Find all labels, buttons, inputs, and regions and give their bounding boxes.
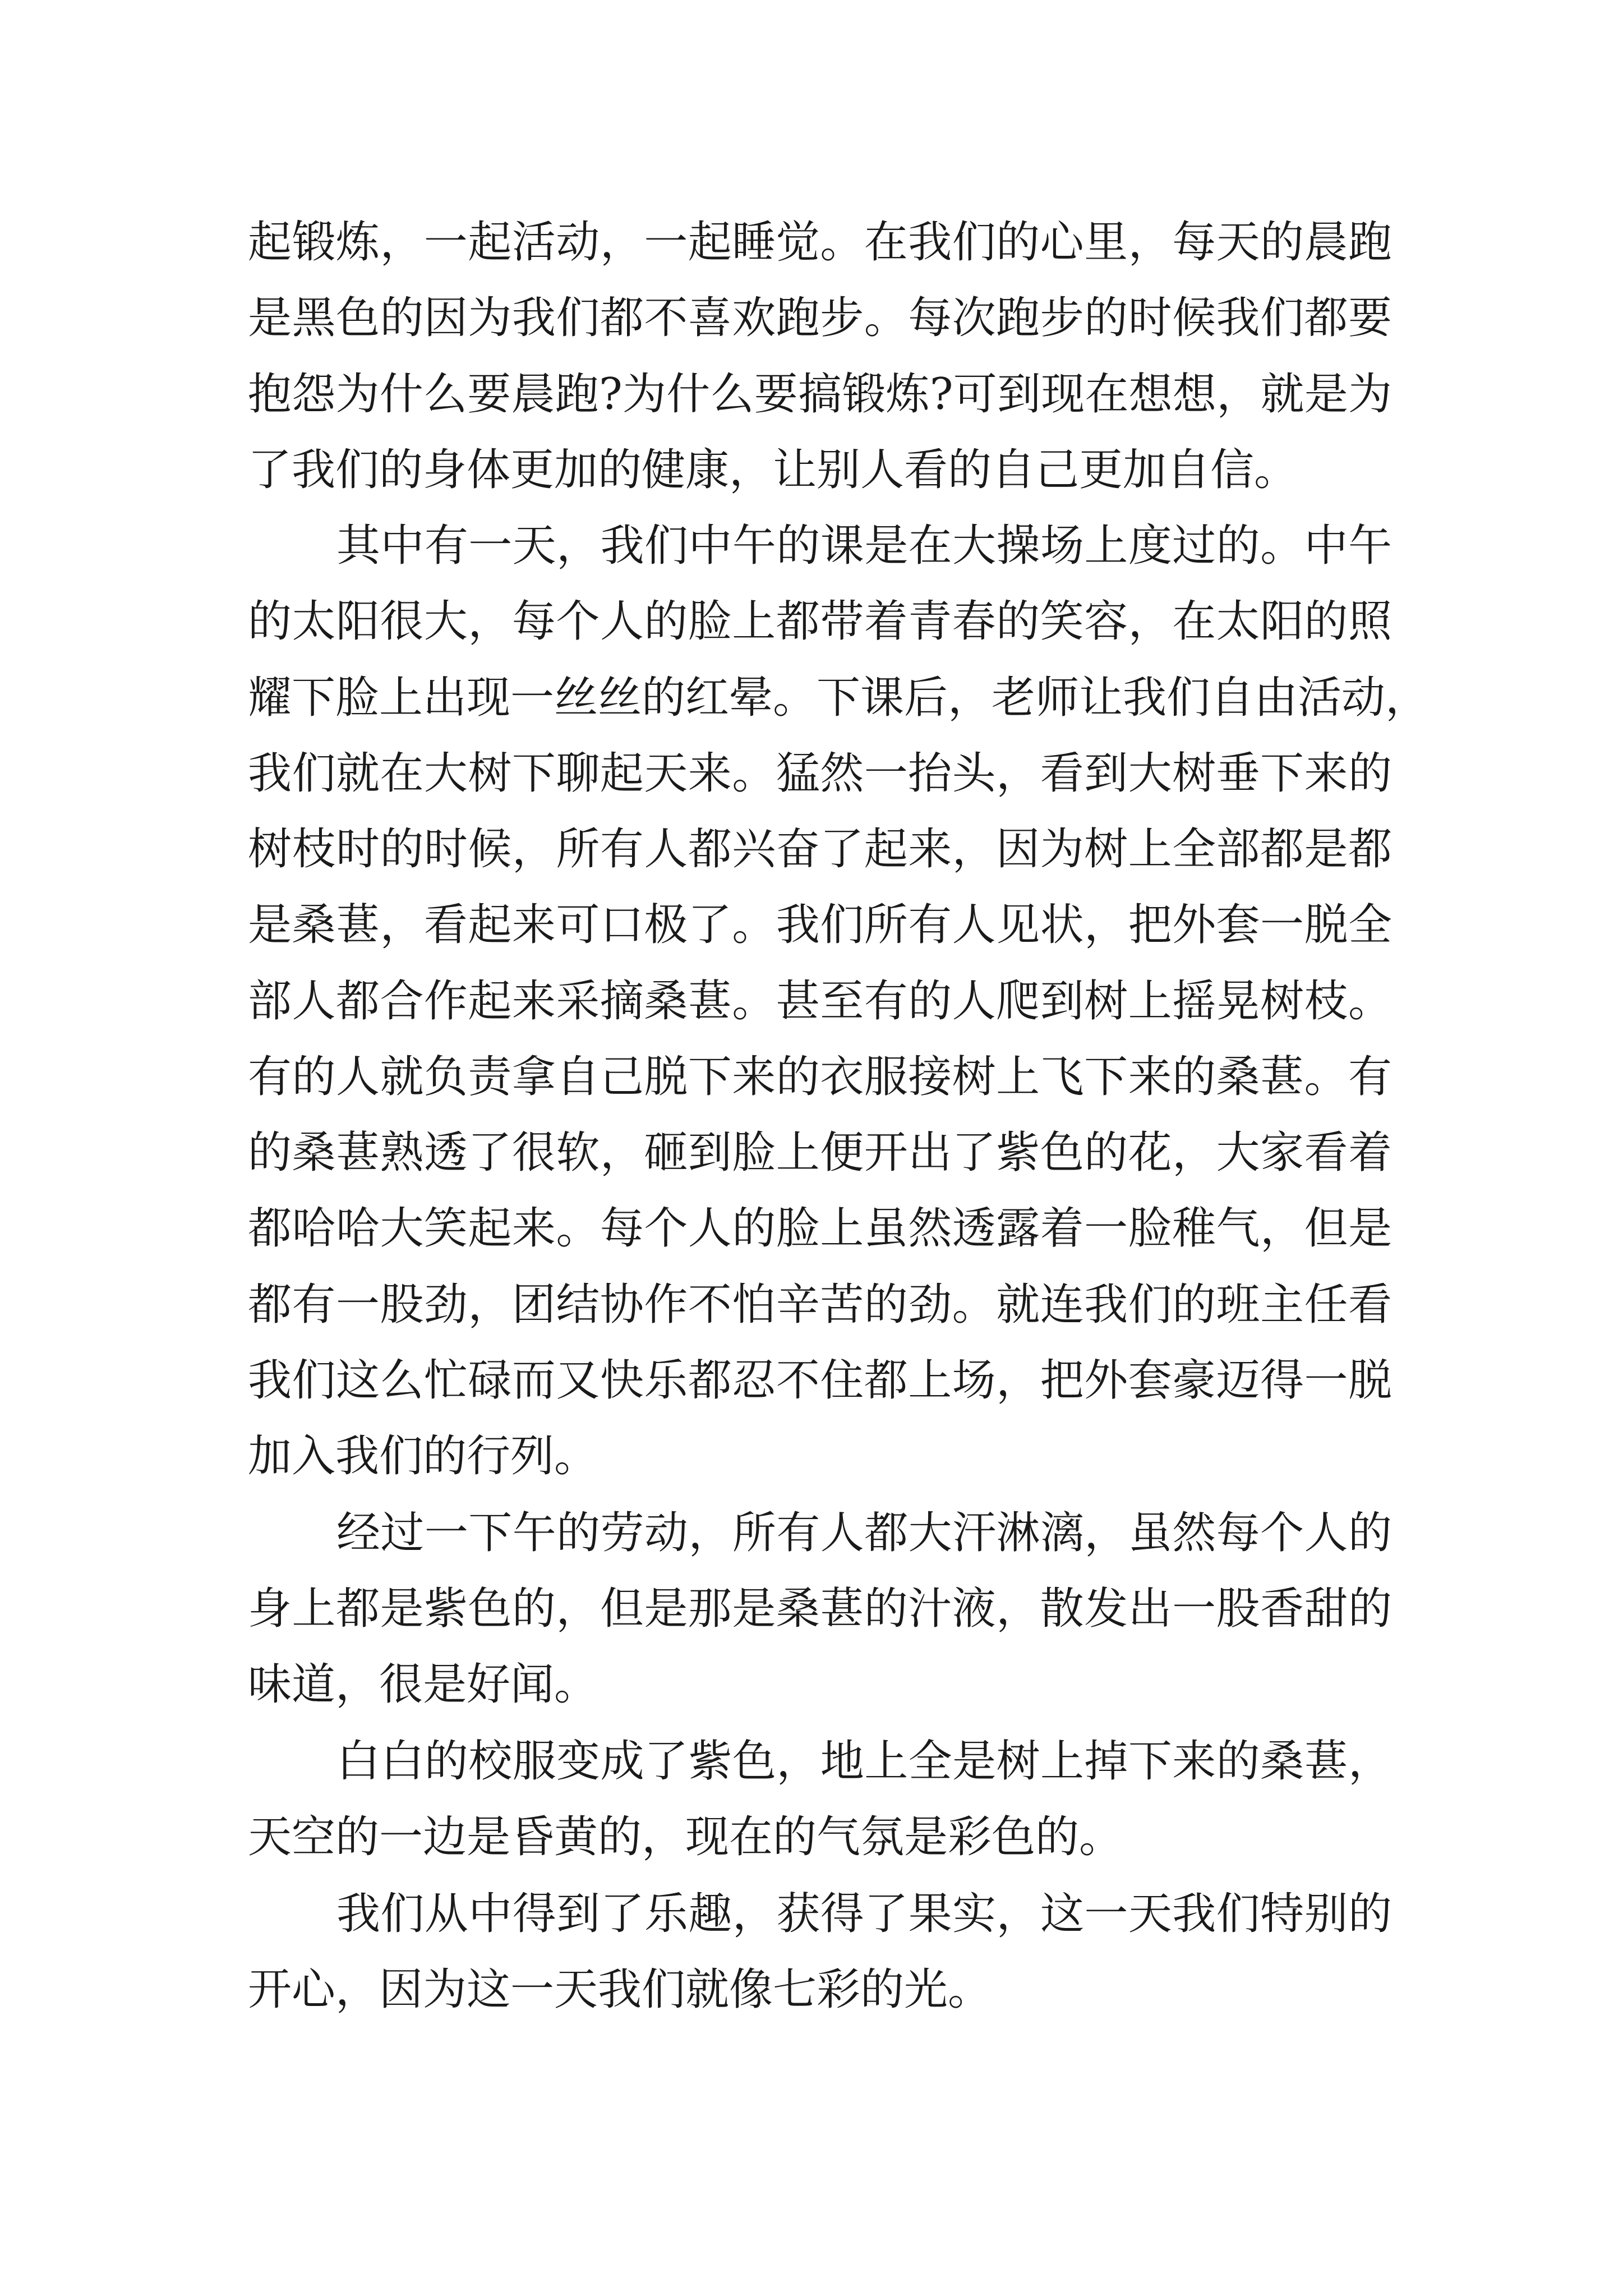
paragraph-first-line: 白白的校服变成了紫色，地上全是树上掉下来的桑葚， — [336, 1736, 1392, 1787]
text-line: 耀下脸上出现一丝丝的红晕。下课后，老师让我们自由活动， — [248, 673, 1430, 723]
text-line: 起锻炼，一起活动，一起睡觉。在我们的心里，每天的晨跑 — [248, 217, 1392, 268]
text-line: 都有一股劲，团结协作不怕辛苦的劲。就连我们的班主任看 — [248, 1280, 1392, 1330]
text-line: 身上都是紫色的，但是那是桑葚的汁液，散发出一股香甜的 — [248, 1584, 1392, 1634]
text-line: 天空的一边是昏黄的，现在的气氛是彩色的。 — [248, 1812, 1123, 1862]
text-line: 是桑葚，看起来可口极了。我们所有人见状，把外套一脱全 — [248, 900, 1392, 950]
text-line: 味道，很是好闻。 — [248, 1659, 598, 1710]
text-line: 抱怨为什么要晨跑?为什么要搞锻炼?可到现在想想，就是为 — [248, 369, 1392, 420]
text-line: 了我们的身体更加的健康，让别人看的自己更加自信。 — [248, 445, 1298, 495]
text-line: 的桑葚熟透了很软，砸到脸上便开出了紫色的花，大家看着 — [248, 1128, 1392, 1178]
paragraph-first-line: 其中有一天，我们中午的课是在大操场上度过的。中午 — [336, 521, 1392, 571]
paragraph-first-line: 我们从中得到了乐趣，获得了果实，这一天我们特别的 — [336, 1889, 1392, 1939]
text-line: 树枝时的时候，所有人都兴奋了起来，因为树上全部都是都 — [248, 824, 1392, 875]
text-line: 我们这么忙碌而又快乐都忍不住都上场，把外套豪迈得一脱 — [248, 1355, 1392, 1406]
text-line: 我们就在大树下聊起天来。猛然一抬头，看到大树垂下来的 — [248, 748, 1392, 799]
paragraph-first-line: 经过一下午的劳动，所有人都大汗淋漓，虽然每个人的 — [336, 1508, 1392, 1558]
text-line: 开心，因为这一天我们就像七彩的光。 — [248, 1964, 992, 2015]
text-line: 有的人就负责拿自己脱下来的衣服接树上飞下来的桑葚。有 — [248, 1052, 1392, 1102]
text-line: 是黑色的因为我们都不喜欢跑步。每次跑步的时候我们都要 — [248, 293, 1392, 343]
text-line: 都哈哈大笑起来。每个人的脸上虽然透露着一脸稚气，但是 — [248, 1203, 1392, 1254]
text-line: 加入我们的行列。 — [248, 1431, 598, 1481]
text-line: 的太阳很大，每个人的脸上都带着青春的笑容，在太阳的照 — [248, 596, 1392, 647]
text-line: 部人都合作起来采摘桑葚。甚至有的人爬到树上摇晃树枝。 — [248, 976, 1392, 1027]
